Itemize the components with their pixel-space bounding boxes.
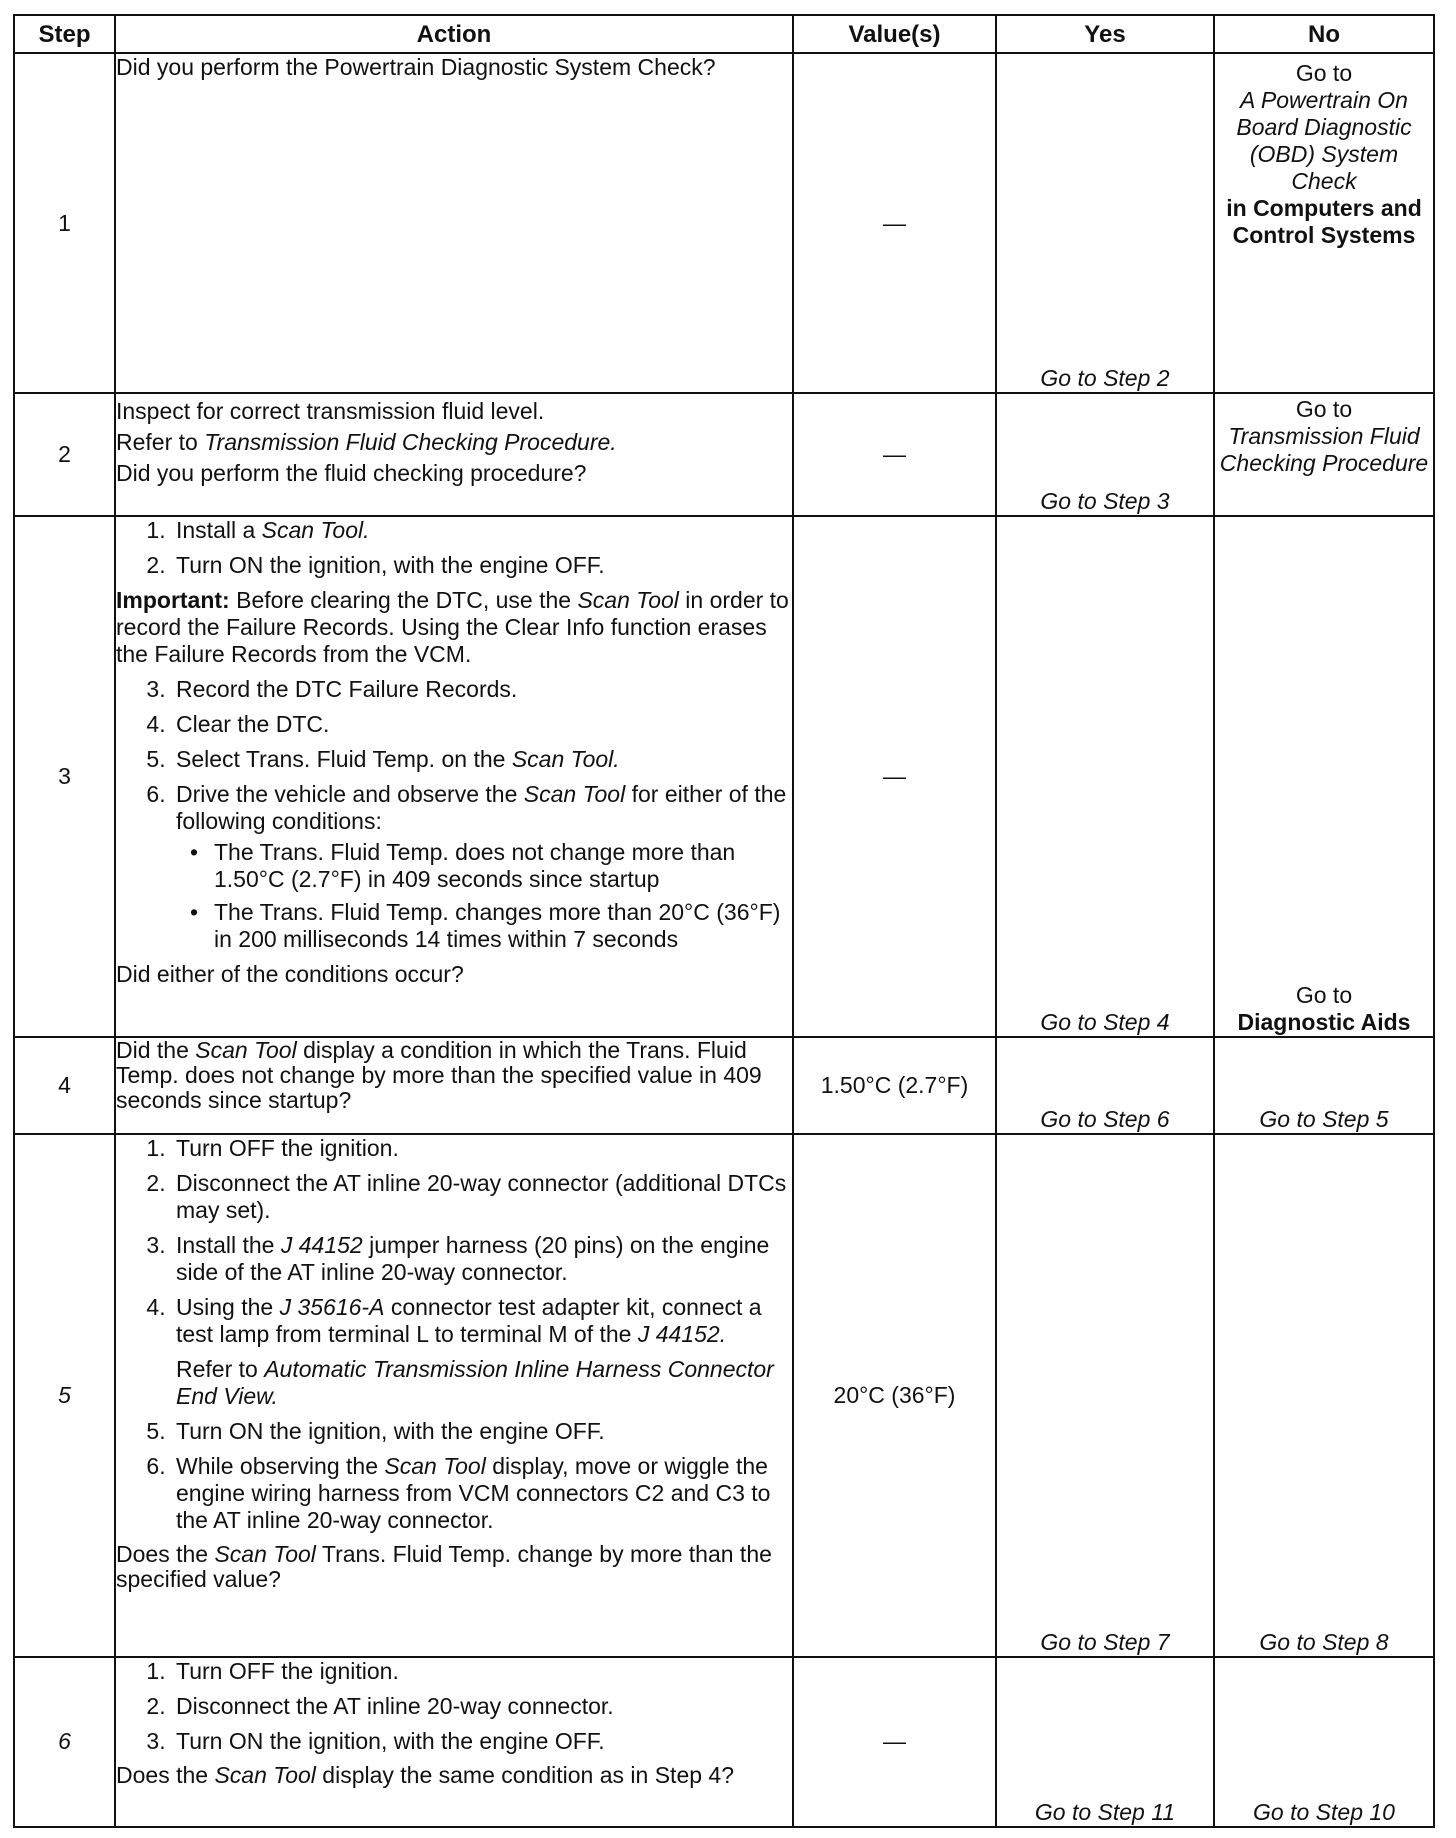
- action-list: [116, 1658, 792, 1755]
- list-item: 3. Record the DTC Failure Records.: [172, 676, 792, 703]
- action-question: Did you perform the fluid checking procedure?: [116, 460, 587, 487]
- list-item: 3. Turn ON the ignition, with the engine OFF.: [172, 1728, 792, 1755]
- header-action: Action: [115, 15, 793, 53]
- value-cell: 1.50°C (2.7°F): [793, 1037, 996, 1134]
- bullet-item: • The Trans. Fluid Temp. changes more than 20°C (36°F) in 200 milliseconds 14 times within 7 seconds: [210, 899, 792, 953]
- value-cell: —: [793, 1657, 996, 1827]
- yes-cell: Go to Step 11: [996, 1657, 1214, 1827]
- condition-list: [176, 839, 792, 953]
- list-item: 6. Drive the vehicle and observe the Scan Tool for either of the following conditions: • The Trans. Fluid Temp. does not change more than 1.50°C (2.7°F) in 409 seconds since startup • The Trans. Fluid Temp. changes more than 20°C (36°F) in 200 milliseconds 14 times within 7 seconds: [172, 781, 792, 953]
- yes-cell: Go to Step 3: [996, 393, 1214, 516]
- action-question: Does the Scan Tool Trans. Fluid Temp. change by more than the specified value?: [116, 1540, 772, 1592]
- list-item: 5. Select Trans. Fluid Temp. on the Scan Tool.: [172, 746, 792, 773]
- list-item: 1. Turn OFF the ignition.: [172, 1135, 792, 1162]
- refer-link: Transmission Fluid Checking Procedure.: [204, 429, 617, 456]
- no-cell: [1214, 393, 1434, 516]
- bullet-item: • The Trans. Fluid Temp. does not change more than 1.50°C (2.7°F) in 409 seconds since startup: [210, 839, 792, 893]
- step-number: 4: [14, 1037, 115, 1134]
- action-line: Inspect for correct transmission fluid level.: [116, 398, 545, 425]
- table-row-step-3: [14, 516, 1434, 1036]
- no-link-text: Transmission Fluid Checking Procedure: [1219, 423, 1429, 477]
- refer-note: Refer to Automatic Transmission Inline Harness Connector End View.: [176, 1355, 774, 1409]
- yes-cell: Go to Step 6: [996, 1037, 1214, 1134]
- list-item: 3. Install the J 44152 jumper harness (20 pins) on the engine side of the AT inline 20-way connector.: [172, 1232, 792, 1286]
- no-cell: Go to Step 10: [1214, 1657, 1434, 1827]
- list-item: 2. Disconnect the AT inline 20-way connector (additional DTCs may set).: [172, 1170, 792, 1224]
- header-row: [14, 15, 1434, 53]
- list-item: 4. Clear the DTC.: [172, 711, 792, 738]
- list-item: 2. Turn ON the ignition, with the engine OFF.: [172, 552, 792, 579]
- action-question: Did either of the conditions occur?: [116, 961, 464, 988]
- list-item: 1. Install a Scan Tool.: [172, 517, 792, 544]
- list-item: 2. Disconnect the AT inline 20-way connector.: [172, 1693, 792, 1720]
- important-note: Important: Before clearing the DTC, use the Scan Tool in order to record the Failure Records. Using the Clear Info function erases the Failure Records from the VCM.: [116, 587, 789, 668]
- list-item: 4. Using the J 35616-A connector test adapter kit, connect a test lamp from terminal L to terminal M of the J 44152. Refer to Automatic Transmission Inline Harness Connector End View.: [172, 1294, 792, 1410]
- action-cell: [115, 53, 793, 393]
- step-number: 6: [14, 1657, 115, 1827]
- action-list: [116, 517, 792, 579]
- no-bold-text: Diagnostic Aids: [1237, 1008, 1411, 1035]
- step-number: 1: [14, 53, 115, 393]
- no-go-to: Go to: [1295, 981, 1353, 1008]
- no-go-to: Go to: [1295, 396, 1353, 423]
- list-item: 1. Turn OFF the ignition.: [172, 1658, 792, 1685]
- diagnostic-table: [13, 14, 1435, 1828]
- no-cell: Go to Step 8: [1214, 1134, 1434, 1657]
- list-item: 5. Turn ON the ignition, with the engine OFF.: [172, 1418, 792, 1445]
- no-go-to: Go to: [1295, 60, 1353, 86]
- table-row-step-4: [14, 1037, 1434, 1134]
- header-values: Value(s): [793, 15, 996, 53]
- action-cell: [115, 1657, 793, 1827]
- yes-cell: Go to Step 7: [996, 1134, 1214, 1657]
- header-yes: Yes: [996, 15, 1214, 53]
- value-cell: —: [793, 516, 996, 1036]
- value-cell: 20°C (36°F): [793, 1134, 996, 1657]
- action-refer: [116, 429, 792, 456]
- action-cell: [115, 516, 793, 1036]
- action-list: [116, 676, 792, 953]
- no-cell: Go to Step 5: [1214, 1037, 1434, 1134]
- no-cell: [1214, 53, 1434, 393]
- important-label: Important:: [116, 587, 230, 614]
- table-row-step-5: [14, 1134, 1434, 1657]
- value-cell: —: [793, 393, 996, 516]
- action-question: Does the Scan Tool display the same condition as in Step 4?: [116, 1761, 734, 1788]
- action-question: Did the Scan Tool display a condition in which the Trans. Fluid Temp. does not change by more than the specified value in 409 seconds since startup?: [116, 1036, 762, 1113]
- refer-prefix: Refer to: [116, 429, 198, 456]
- table-row-step-6: [14, 1657, 1434, 1827]
- no-cell: [1214, 516, 1434, 1036]
- no-link-text: A Powertrain On Board Diagnostic (OBD) System Check: [1236, 87, 1412, 194]
- action-cell: [115, 1134, 793, 1657]
- action-question: Did you perform the Powertrain Diagnostic System Check?: [116, 54, 716, 80]
- yes-cell: Go to Step 2: [996, 53, 1214, 393]
- header-step: Step: [14, 15, 115, 53]
- step-number: 3: [14, 516, 115, 1036]
- value-cell: —: [793, 53, 996, 393]
- action-cell: [115, 1037, 793, 1134]
- step-number: 2: [14, 393, 115, 516]
- no-bold-text: in Computers and Control Systems: [1226, 195, 1422, 248]
- action-list: [116, 1135, 792, 1534]
- step-number: 5: [14, 1134, 115, 1657]
- action-cell: [115, 393, 793, 516]
- table-row-step-1: [14, 53, 1434, 393]
- table-row-step-2: [14, 393, 1434, 516]
- list-item: 6. While observing the Scan Tool display, move or wiggle the engine wiring harness from VCM connectors C2 and C3 to the AT inline 20-way connector.: [172, 1453, 792, 1534]
- header-no: No: [1214, 15, 1434, 53]
- yes-cell: Go to Step 4: [996, 516, 1214, 1036]
